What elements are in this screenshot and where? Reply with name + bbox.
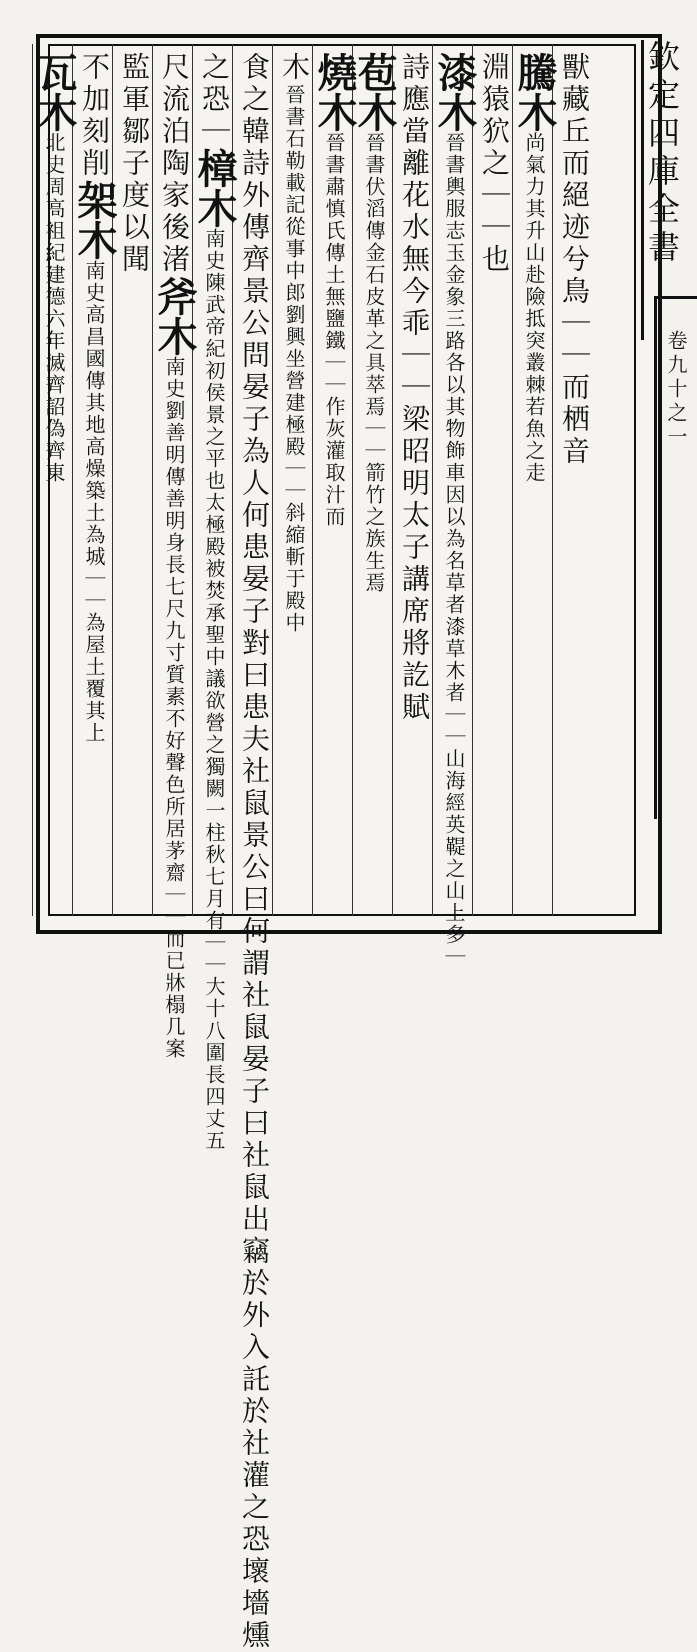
- entry-heading: 燒木: [311, 52, 358, 132]
- body-text: 尺流泊陶家後渚: [158, 52, 191, 276]
- column-rule: [32, 44, 33, 916]
- body-text: 木: [278, 52, 311, 84]
- entry-heading: 瓦木: [31, 52, 78, 132]
- annotation-text: 晉書肅慎氏傳土無鹽鐵｜｜作灰灌取汁而: [322, 132, 346, 528]
- text-column: [114, 52, 154, 912]
- entry-heading: 騰木: [511, 52, 558, 132]
- text-column: [151, 52, 198, 1060]
- body-text: 獸藏丘而絕迹兮鳥｜｜而栖音: [558, 52, 591, 468]
- entry-heading: 漆木: [431, 52, 478, 132]
- body-text: 詩應當離花水無今乖｜｜梁昭明太子講席將訖賦: [398, 52, 431, 724]
- text-column: [71, 52, 118, 912]
- annotation-text: 北史周高祖紀建德六年滅齊詔偽齊東: [42, 132, 66, 484]
- text-column: [234, 52, 274, 1652]
- text-column: [474, 52, 514, 912]
- annotation-text: 晉書石勒載記從事中郎劉興坐營建極殿｜｜斜縮斬于殿中: [282, 84, 306, 634]
- annotation-text: 南史劉善明傳善明身長七尺九寸質素不好聲色所居茅齋｜｜而已牀榻几案: [162, 356, 186, 1060]
- annotation-text: 尚氣力其升山赴險抵突叢棘若魚之走: [522, 132, 546, 484]
- body-text: 之恐｜: [198, 52, 231, 148]
- text-column: [31, 52, 78, 912]
- body-text: 監軍鄒子度以聞: [118, 52, 151, 276]
- body-text: 不加刻削: [78, 52, 111, 180]
- annotation-text: 南史高昌國傳其地高燥築土為城｜｜為屋土覆其上: [82, 260, 106, 744]
- text-column: [274, 52, 314, 912]
- text-column: [394, 52, 434, 912]
- entry-heading: 斧木: [151, 276, 198, 356]
- body-text: 食之韓詩外傳齊景公問晏子為人何患晏子對曰患夫社鼠景公曰何謂社鼠晏子曰社鼠出竊於外入託於社灌之恐壞墻燻: [238, 52, 271, 1652]
- text-column: [191, 52, 238, 1152]
- annotation-text: 晉書輿服志玉金象三路各以其物飾車因以為名草者漆草木者｜｜山海經英鞮之山上多｜: [442, 132, 466, 968]
- text-column: [554, 52, 594, 912]
- entry-heading: 樟木: [191, 148, 238, 228]
- annotation-text: 晉書伏滔傳金石皮革之具萃焉｜｜箭竹之族生焉: [362, 132, 386, 594]
- text-column: [511, 52, 558, 912]
- margin-title: 欽定四庫全書: [641, 40, 685, 340]
- annotation-text: 南史陳武帝紀初侯景之平也太極殿被焚承聖中議欲營之獨闕一柱秋七月有｜｜大十八圍長四丈五: [202, 228, 226, 1152]
- fold-text: 卷九十之一: [664, 330, 688, 450]
- body-text: 淵猿狖之｜｜也: [478, 52, 511, 276]
- entry-heading: 架木: [71, 180, 118, 260]
- entry-heading: 苞木: [351, 52, 398, 132]
- text-column: [311, 52, 358, 912]
- text-column: [351, 52, 398, 912]
- text-column: [431, 52, 478, 968]
